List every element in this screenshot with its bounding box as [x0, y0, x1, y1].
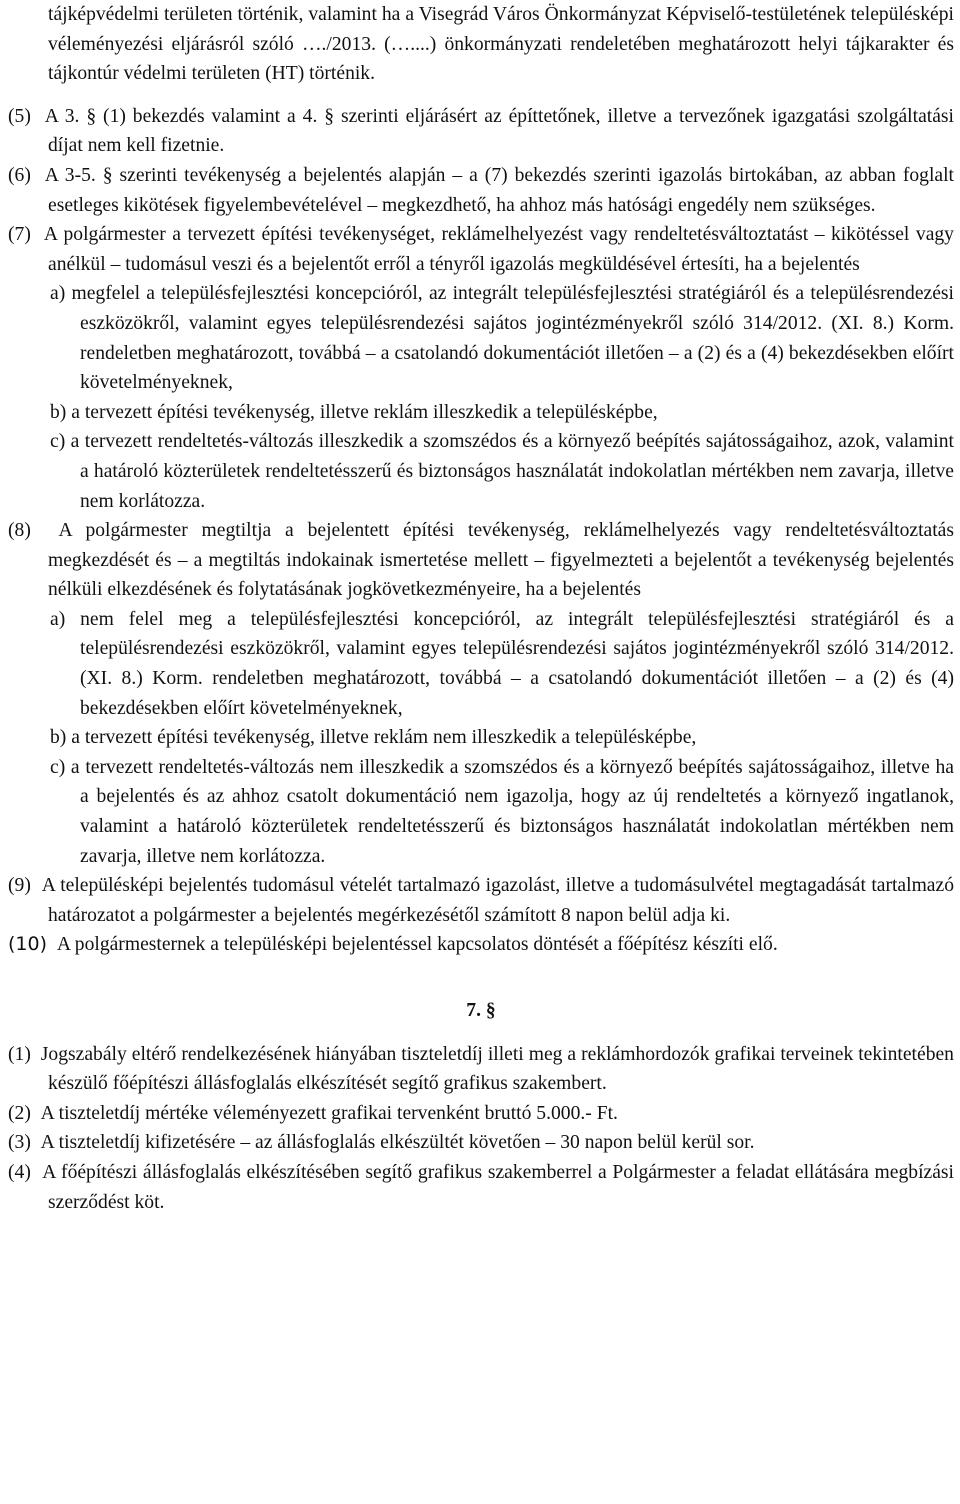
paragraph-8-text: A polgármester megtiltja a bejelentett építési tevékenység, reklámelhelyezés vagy rendeltetésváltoztatás megkezdését és – a megtiltás indokainak ismertetése mellett – figyelmezteti a bejelentőt a tevékenység bejelentés nélküli elkezdésének és folytatásának jogkövetkezményeire, ha a bejelentés — [48, 520, 954, 601]
section7-paragraph-4: (4) A főépítészi állásfoglalás elkészítésében segítő grafikus szakemberrel a Polgármester a feladat ellátására megbízási szerződést köt. — [8, 1161, 954, 1213]
paragraph-5-text: A 3. § (1) bekezdés valamint a 4. § szerinti eljárásért az építtetőnek, illetve a tervezőnek igazgatási szolgáltatási díjat nem kell fizetnie. — [44, 105, 954, 157]
section7-paragraph-3-text: A tiszteletdíj kifizetésére – az állásfoglalás elkészültét követően – 30 napon belül kerül sor. — [40, 1132, 755, 1154]
continued-paragraph: tájképvédelmi területen történik, valamint ha a Visegrád Város Önkormányzat Képviselő-testületének településképi véleményezési eljárásról szóló …./2013. (…....) önkormányzati rendeletében meghatározott helyi tájkarakter és tájkontúr védelmi területen (HT) történik. — [48, 4, 954, 85]
paragraph-8: (8) A polgármester megtiltja a bejelentett építési tevékenység, reklámelhelyezés vagy rendeltetésváltoztatás megkezdését és – a megtiltás indokainak ismertetése mellett – figyelmezteti a bejelentőt a tevékenység bejelentés nélküli elkezdésének és folytatásának jogkövetkezményeire, ha a bejelentés — [8, 520, 954, 601]
paragraph-7: (7) A polgármester a tervezett építési tevékenységet, reklámelhelyezést vagy rendeltetésváltoztatást – kikötéssel vagy anélkül – tudomásul veszi és a bejelentőt erről a tényről igazolás megküldésével értesíti, ha a bejelentés — [8, 224, 954, 275]
paragraph-7-item-a: a) megfelel a településfejlesztési koncepcióról, az integrált településfejlesztési stratégiáról és a településrendezési eszközökről, valamint egyes településrendezési sajátos jogintézményekről szóló 314/2012. (XI. 8.) Korm. rendeletben meghatározott, továbbá – a csatolandó dokumentációt illetően – a (2) és a (4) bekezdésekben előírt követelményeknek, — [50, 283, 954, 394]
paragraph-7-text: A polgármester a tervezett építési tevékenységet, reklámelhelyezést vagy rendeltetésváltoztatást – kikötéssel vagy anélkül – tudomásul veszi és a bejelentőt erről a tényről igazolás megküldésével értesíti, ha a bejelentés — [43, 224, 954, 275]
paragraph-8-item-b: b) a tervezett építési tevékenység, illetve reklám nem illeszkedik a településképbe, — [50, 727, 697, 749]
section7-paragraph-2-text: A tiszteletdíj mértéke véleményezett grafikai tervenként bruttó 5.000.- Ft. — [40, 1102, 618, 1124]
paragraph-5: (5) A 3. § (1) bekezdés valamint a 4. § szerinti eljárásért az építtetőnek, illetve a tervezőnek igazgatási szolgáltatási díjat nem kell fizetnie. — [8, 105, 954, 157]
paragraph-6-text: A 3-5. § szerinti tevékenység a bejelentés alapján – a (7) bekezdés szerinti igazolás birtokában, az abban foglalt esetleges kikötések figyelembevételével – megkezdhető, ha ahhoz más hatósági engedély nem szükséges. — [44, 164, 954, 216]
paragraph-7-item-b: b) a tervezett építési tevékenység, illetve reklám illeszkedik a településképbe, — [50, 401, 658, 423]
section7-paragraph-1: (1) Jogszabály eltérő rendelkezésének hiányában tiszteletdíj illeti meg a reklámhordozók grafikai terveinek tekintetében készülő főépítészi állásfoglalás elkészítését segítő grafikus szakembert. — [8, 1043, 954, 1095]
paragraph-8-item-c: c) a tervezett rendeltetés-változás nem illeszkedik a szomszédos és a környező beépítés sajátosságaihoz, illetve ha a bejelentés és az ahhoz csatolt dokumentáció nem igazolja, hogy az új rendeltetés a környező ingatlanok, valamint a határoló közterületek rendeltetésszerű és biztonságos használatát indokolatlan mértékben nem zavarja, illetve nem korlátozza. — [50, 756, 954, 867]
paragraph-10-text: A polgármesternek a településképi bejelentéssel kapcsolatos döntését a főépítész készíti elő. — [56, 934, 778, 956]
paragraph-8-item-a: a) nem felel meg a településfejlesztési koncepcióról, az integrált településfejlesztési stratégiáról és a településrendezési eszközökről, valamint egyes településrendezési sajátos jogintézményekről szóló 314/2012. (XI. 8.) Korm. rendeletben meghatározott, továbbá – a csatolandó dokumentációt illetően – a (2) és (4) bekezdésekben előírt követelményeknek, — [50, 608, 954, 719]
paragraph-10-num: (10) — [8, 933, 48, 956]
section7-paragraph-2: (2) A tiszteletdíj mértéke véleményezett grafikai tervenként bruttó 5.000.- Ft. — [8, 1102, 618, 1124]
section7-paragraph-4-text: A főépítészi állásfoglalás elkészítésében segítő grafikus szakemberrel a Polgármester a feladat ellátására megbízási szerződést köt. — [42, 1161, 954, 1213]
paragraph-6: (6) A 3-5. § szerinti tevékenység a bejelentés alapján – a (7) bekezdés szerinti igazolás birtokában, az abban foglalt esetleges kikötések figyelembevételével – megkezdhető, ha ahhoz más hatósági engedély nem szükséges. — [8, 164, 954, 216]
section-heading-7: 7. § — [466, 1000, 496, 1021]
section7-paragraph-3: (3) A tiszteletdíj kifizetésére – az állásfoglalás elkészültét követően – 30 napon belül kerül sor. — [8, 1132, 755, 1154]
paragraph-10 — [8, 930, 954, 960]
paragraph-9: (9) A településképi bejelentés tudomásul vételét tartalmazó igazolást, illetve a tudomásulvétel megtagadását tartalmazó határozatot a polgármester a bejelentés megérkezésétől számított 8 napon belül adja ki. — [8, 875, 954, 926]
document-page — [8, 0, 954, 1217]
paragraph-9-text: A településképi bejelentés tudomásul vételét tartalmazó igazolást, illetve a tudomásulvétel megtagadását tartalmazó határozatot a polgármester a bejelentés megérkezésétől számított 8 napon belül adja ki. — [41, 875, 954, 926]
paragraph-7-item-c: c) a tervezett rendeltetés-változás illeszkedik a szomszédos és a környező beépítés sajátosságaihoz, azok, valamint a határoló közterületek rendeltetésszerű és biztonságos használatát indokolatlan mértékben nem zavarja, illetve nem korlátozza. — [50, 431, 954, 512]
section7-paragraph-1-text: Jogszabály eltérő rendelkezésének hiányában tiszteletdíj illeti meg a reklámhordozók grafikai terveinek tekintetében készülő főépítészi állásfoglalás elkészítését segítő grafikus szakembert. — [40, 1043, 954, 1095]
